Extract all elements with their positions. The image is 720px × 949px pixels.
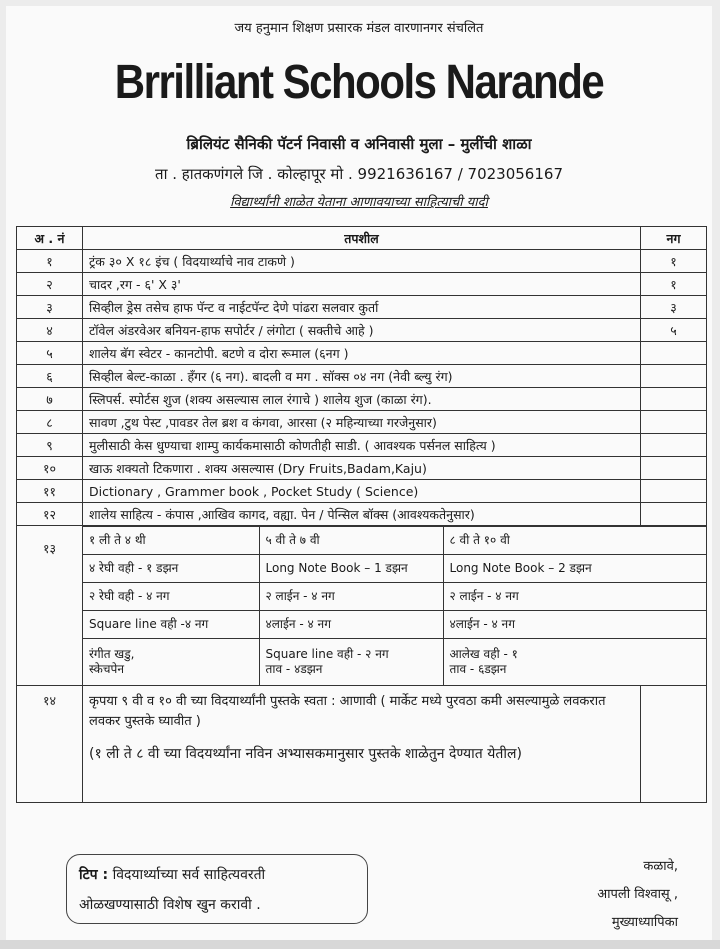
column-header-quantity: नग	[641, 227, 707, 250]
books-note: (१ ली ते ८ वी च्या विदयर्थ्यांना नविन अभ्यासकमानुसार पुस्तके शाळेतुन देण्यात येतील)	[89, 746, 522, 762]
row-details: खाऊ शक्यतो टिकणारा . शक्य असल्यास (Dry Fruits,Badam,Kaju)	[83, 457, 641, 480]
row-number: १	[17, 250, 83, 273]
row-number: ३	[17, 296, 83, 319]
row-number: ६	[17, 365, 83, 388]
notebook-row	[83, 639, 707, 686]
table-row-notebooks	[17, 526, 707, 686]
row-details: Dictionary , Grammer book , Pocket Study ( Science)	[83, 480, 641, 503]
row-number: १२	[17, 503, 83, 526]
grade-group-header: ५ वी ते ७ वी	[259, 527, 443, 555]
notebook-row	[83, 583, 707, 611]
grade-group-header: १ ली ते ४ थी	[83, 527, 259, 555]
row-number: ११	[17, 480, 83, 503]
table-row	[17, 388, 707, 411]
row-quantity	[641, 388, 707, 411]
row-quantity: १	[641, 250, 707, 273]
school-name: Brrilliant Schools Narande	[114, 54, 604, 109]
column-header-details: तपशील	[83, 227, 641, 250]
row-number: ९	[17, 434, 83, 457]
row-quantity	[641, 342, 707, 365]
table-row	[17, 365, 707, 388]
row-details: स्लिपर्स. स्पोर्टस शुज (शक्य असल्यास लाल रंगाचे ) शालेय शुज (काळा रंग).	[83, 388, 641, 411]
row-quantity	[641, 457, 707, 480]
row-details: शालेय बॅग स्वेटर - कानटोपी. बटणे व दोरा रूमाल (६नग )	[83, 342, 641, 365]
table-row	[17, 342, 707, 365]
school-subtitle: ब्रिलियंट सैनिकी पॅटर्न निवासी व अनिवासी मुला – मुलींची शाळा	[186, 135, 532, 153]
notebook-cell: Square line वही -४ नग	[83, 611, 259, 639]
row-number: ४	[17, 319, 83, 342]
row-quantity: ५	[641, 319, 707, 342]
table-row	[17, 457, 707, 480]
trust-line: जय हनुमान शिक्षण प्रसारक मंडल वारणानगर संचलित	[234, 21, 484, 36]
column-header-number: अ . नं	[17, 227, 83, 250]
table-row	[17, 296, 707, 319]
row-quantity: ३	[641, 296, 707, 319]
notebook-cell: Square line वही - २ नग ताव - ४डझन	[259, 639, 443, 686]
table-row	[17, 480, 707, 503]
row-details	[83, 686, 641, 803]
list-title: विद्यार्थ्यांनी शाळेत येताना आणावयाच्या साहित्याची यादी	[230, 195, 488, 210]
notebook-cell: रंगीत खडु, स्केचपेन	[83, 639, 259, 686]
row-details: शालेय साहित्य - कंपास ,आखिव कागद, वह्या. पेन / पेन्सिल बॉक्स (आवश्यकतेनुसार)	[83, 503, 641, 526]
books-instruction: कृपया ९ वी व १० वी च्या विदयार्थ्यांनी पुस्तके स्वता : आणावी ( मार्केट मध्ये पुरवठा कमी असल्यामुळे लवकरात लवकर पुस्तके घ्यावीत )	[89, 694, 606, 729]
page-bottom-edge	[0, 940, 720, 949]
row-quantity	[641, 503, 707, 526]
row-number: २	[17, 273, 83, 296]
signoff-line-1: कळावे,	[643, 859, 678, 874]
tip-box	[66, 854, 368, 924]
notebook-cell: ४लाईन - ४ नग	[259, 611, 443, 639]
table-row-books	[17, 686, 707, 803]
notebook-cell: Long Note Book – 1 डझन	[259, 555, 443, 583]
row-number: १४	[17, 686, 83, 803]
row-details: सिव्हील बेल्ट-काळा . हँगर (६ नग). बादली व मग . सॉक्स ०४ नग (नेवी ब्ल्यु रंग)	[83, 365, 641, 388]
row-details: ट्रंक ३० X १८ इंच ( विदयार्थ्याचे नाव टाकणे )	[83, 250, 641, 273]
notebook-grid-cell	[83, 526, 707, 686]
document-page	[6, 6, 712, 940]
notebook-cell: २ रेघी वही - ४ नग	[83, 583, 259, 611]
row-details: सावण ,टुथ पेस्ट ,पावडर तेल ब्रश व कंगवा, आरसा (२ महिन्याच्या गरजेनुसार)	[83, 411, 641, 434]
school-address: ता . हातकणंगले जि . कोल्हापूर मो . 9921636167 / 7023056167	[155, 165, 563, 183]
notebook-row	[83, 611, 707, 639]
row-number: ८	[17, 411, 83, 434]
table-row	[17, 434, 707, 457]
table-header-row	[17, 227, 707, 250]
row-quantity	[641, 434, 707, 457]
table-row	[17, 250, 707, 273]
row-quantity	[641, 411, 707, 434]
signoff-principal: मुख्याध्यापिका	[611, 915, 678, 930]
notebook-cell: आलेख वही - १ ताव - ६डझन	[443, 639, 707, 686]
table-row	[17, 503, 707, 526]
notebook-grid	[83, 526, 707, 685]
items-table	[16, 226, 707, 803]
table-row	[17, 273, 707, 296]
notebook-cell: ४ रेघी वही - १ डझन	[83, 555, 259, 583]
tip-line-2: ओळखण्यासाठी विशेष खुन करावी .	[79, 897, 261, 913]
notebook-cell: २ लाईन - ४ नग	[259, 583, 443, 611]
row-quantity: १	[641, 273, 707, 296]
row-number: १०	[17, 457, 83, 480]
notebook-cell: Long Note Book – 2 डझन	[443, 555, 707, 583]
notebook-row	[83, 555, 707, 583]
grade-group-header: ८ वी ते १० वी	[443, 527, 707, 555]
row-number: ५	[17, 342, 83, 365]
row-details: चादर ,रग - ६' X ३'	[83, 273, 641, 296]
notebook-cell: २ लाईन - ४ नग	[443, 583, 707, 611]
row-details: सिव्हील ड्रेस तसेच हाफ पॅन्ट व नाईटपॅन्ट देणे पांढरा सलवार कुर्ता	[83, 296, 641, 319]
row-number: ७	[17, 388, 83, 411]
grade-header-row	[83, 527, 707, 555]
row-quantity	[641, 365, 707, 388]
row-quantity	[641, 480, 707, 503]
row-number: १३	[17, 526, 83, 686]
row-quantity	[641, 686, 707, 803]
notebook-cell: ४लाईन - ४ नग	[443, 611, 707, 639]
tip-line-1: विदयार्थ्याच्या सर्व साहित्यवरती	[112, 867, 266, 883]
table-row	[17, 319, 707, 342]
table-row	[17, 411, 707, 434]
row-details: मुलीसाठी केस धुण्याचा शाम्पु कार्यकमासाठी कोणतीही साडी. ( आवश्यक पर्सनल साहित्य )	[83, 434, 641, 457]
signoff-line-2: आपली विश्वासू ,	[597, 887, 678, 902]
tip-label: टिप :	[79, 867, 109, 883]
row-details: टॉवेल अंडरवेअर बनियन-हाफ सपोर्टर / लंगोटा ( सक्तीचे आहे )	[83, 319, 641, 342]
